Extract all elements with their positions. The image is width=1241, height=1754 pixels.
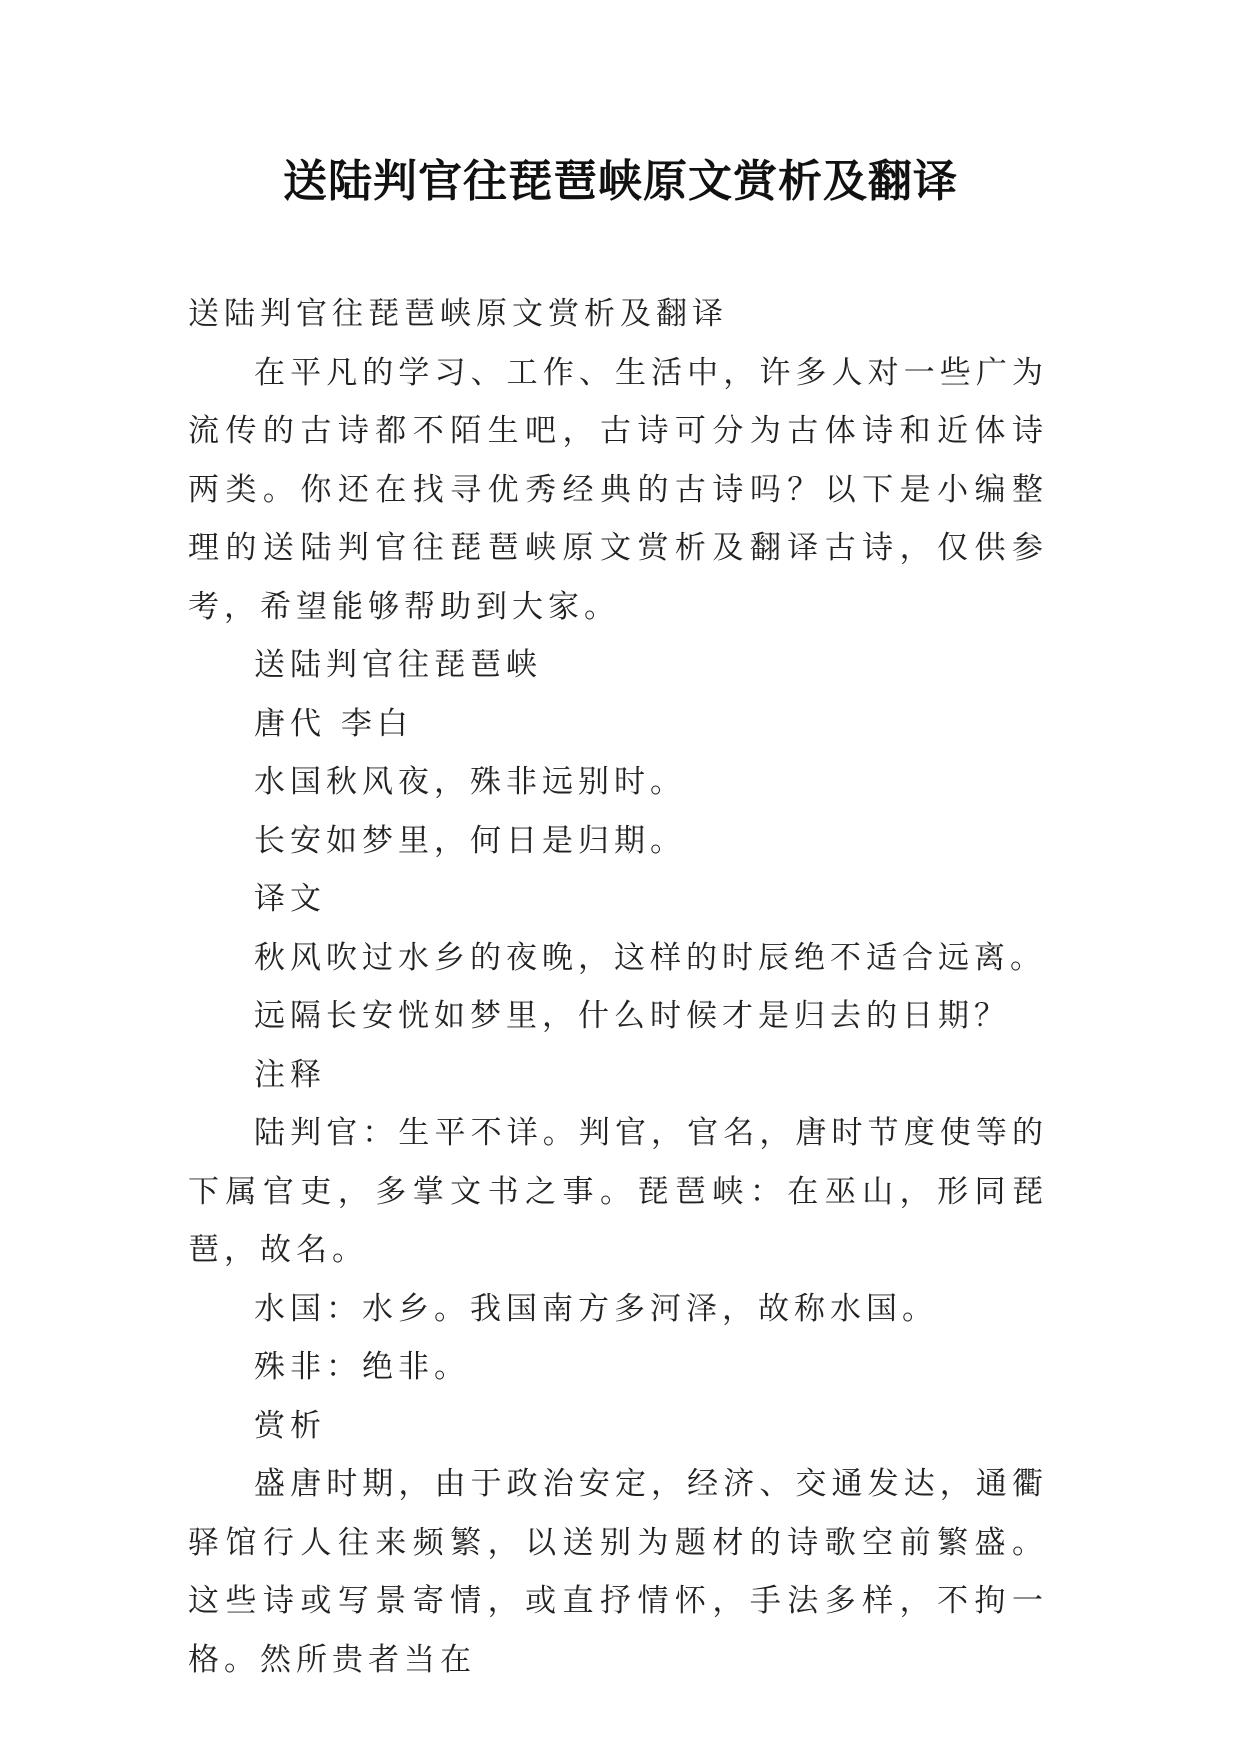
document-body bbox=[188, 285, 1048, 1689]
appreciation-paragraph: 盛唐时期，由于政治安定，经济、交通发达，通衢驿馆行人往来频繁，以送别为题材的诗歌空前繁盛。这些诗或写景寄情，或直抒情怀，手法多样，不拘一格。然所贵者当在 bbox=[188, 1466, 1048, 1678]
subtitle-paragraph: 送陆判官往琵琶峡原文赏析及翻译 bbox=[188, 296, 728, 332]
note-paragraph-1: 陆判官：生平不详。判官，官名，唐时节度使等的下属官吏，多掌文书之事。琵琶峡：在巫山，形同琵琶，故名。 bbox=[188, 1115, 1048, 1268]
section-heading-translation: 译文 bbox=[254, 881, 326, 917]
section-heading-appreciation: 赏析 bbox=[254, 1407, 326, 1444]
poem-author: 唐代 李白 bbox=[254, 705, 413, 742]
document-title: 送陆判官往琵琶峡原文赏析及翻译 bbox=[283, 156, 958, 207]
translation-line-2: 远隔长安恍如梦里，什么时候才是归去的日期？ bbox=[254, 998, 1010, 1034]
note-paragraph-3: 殊非：绝非。 bbox=[254, 1349, 470, 1385]
poem-title: 送陆判官往琵琶峡 bbox=[254, 647, 542, 683]
poem-line-2: 长安如梦里，何日是归期。 bbox=[254, 822, 686, 859]
poem-line-1: 水国秋风夜，殊非远别时。 bbox=[254, 764, 686, 800]
section-heading-notes: 注释 bbox=[254, 1056, 326, 1093]
translation-line-1: 秋风吹过水乡的夜晚，这样的时辰绝不适合远离。 bbox=[254, 939, 1046, 976]
note-paragraph-2: 水国：水乡。我国南方多河泽，故称水国。 bbox=[254, 1290, 938, 1327]
intro-paragraph: 在平凡的学习、工作、生活中，许多人对一些广为流传的古诗都不陌生吧，古诗可分为古体诗和近体诗两类。你还在找寻优秀经典的古诗吗？以下是小编整理的送陆判官往琵琶峡原文赏析及翻译古诗，仅供参考，希望能够帮助到大家。 bbox=[188, 354, 1048, 625]
